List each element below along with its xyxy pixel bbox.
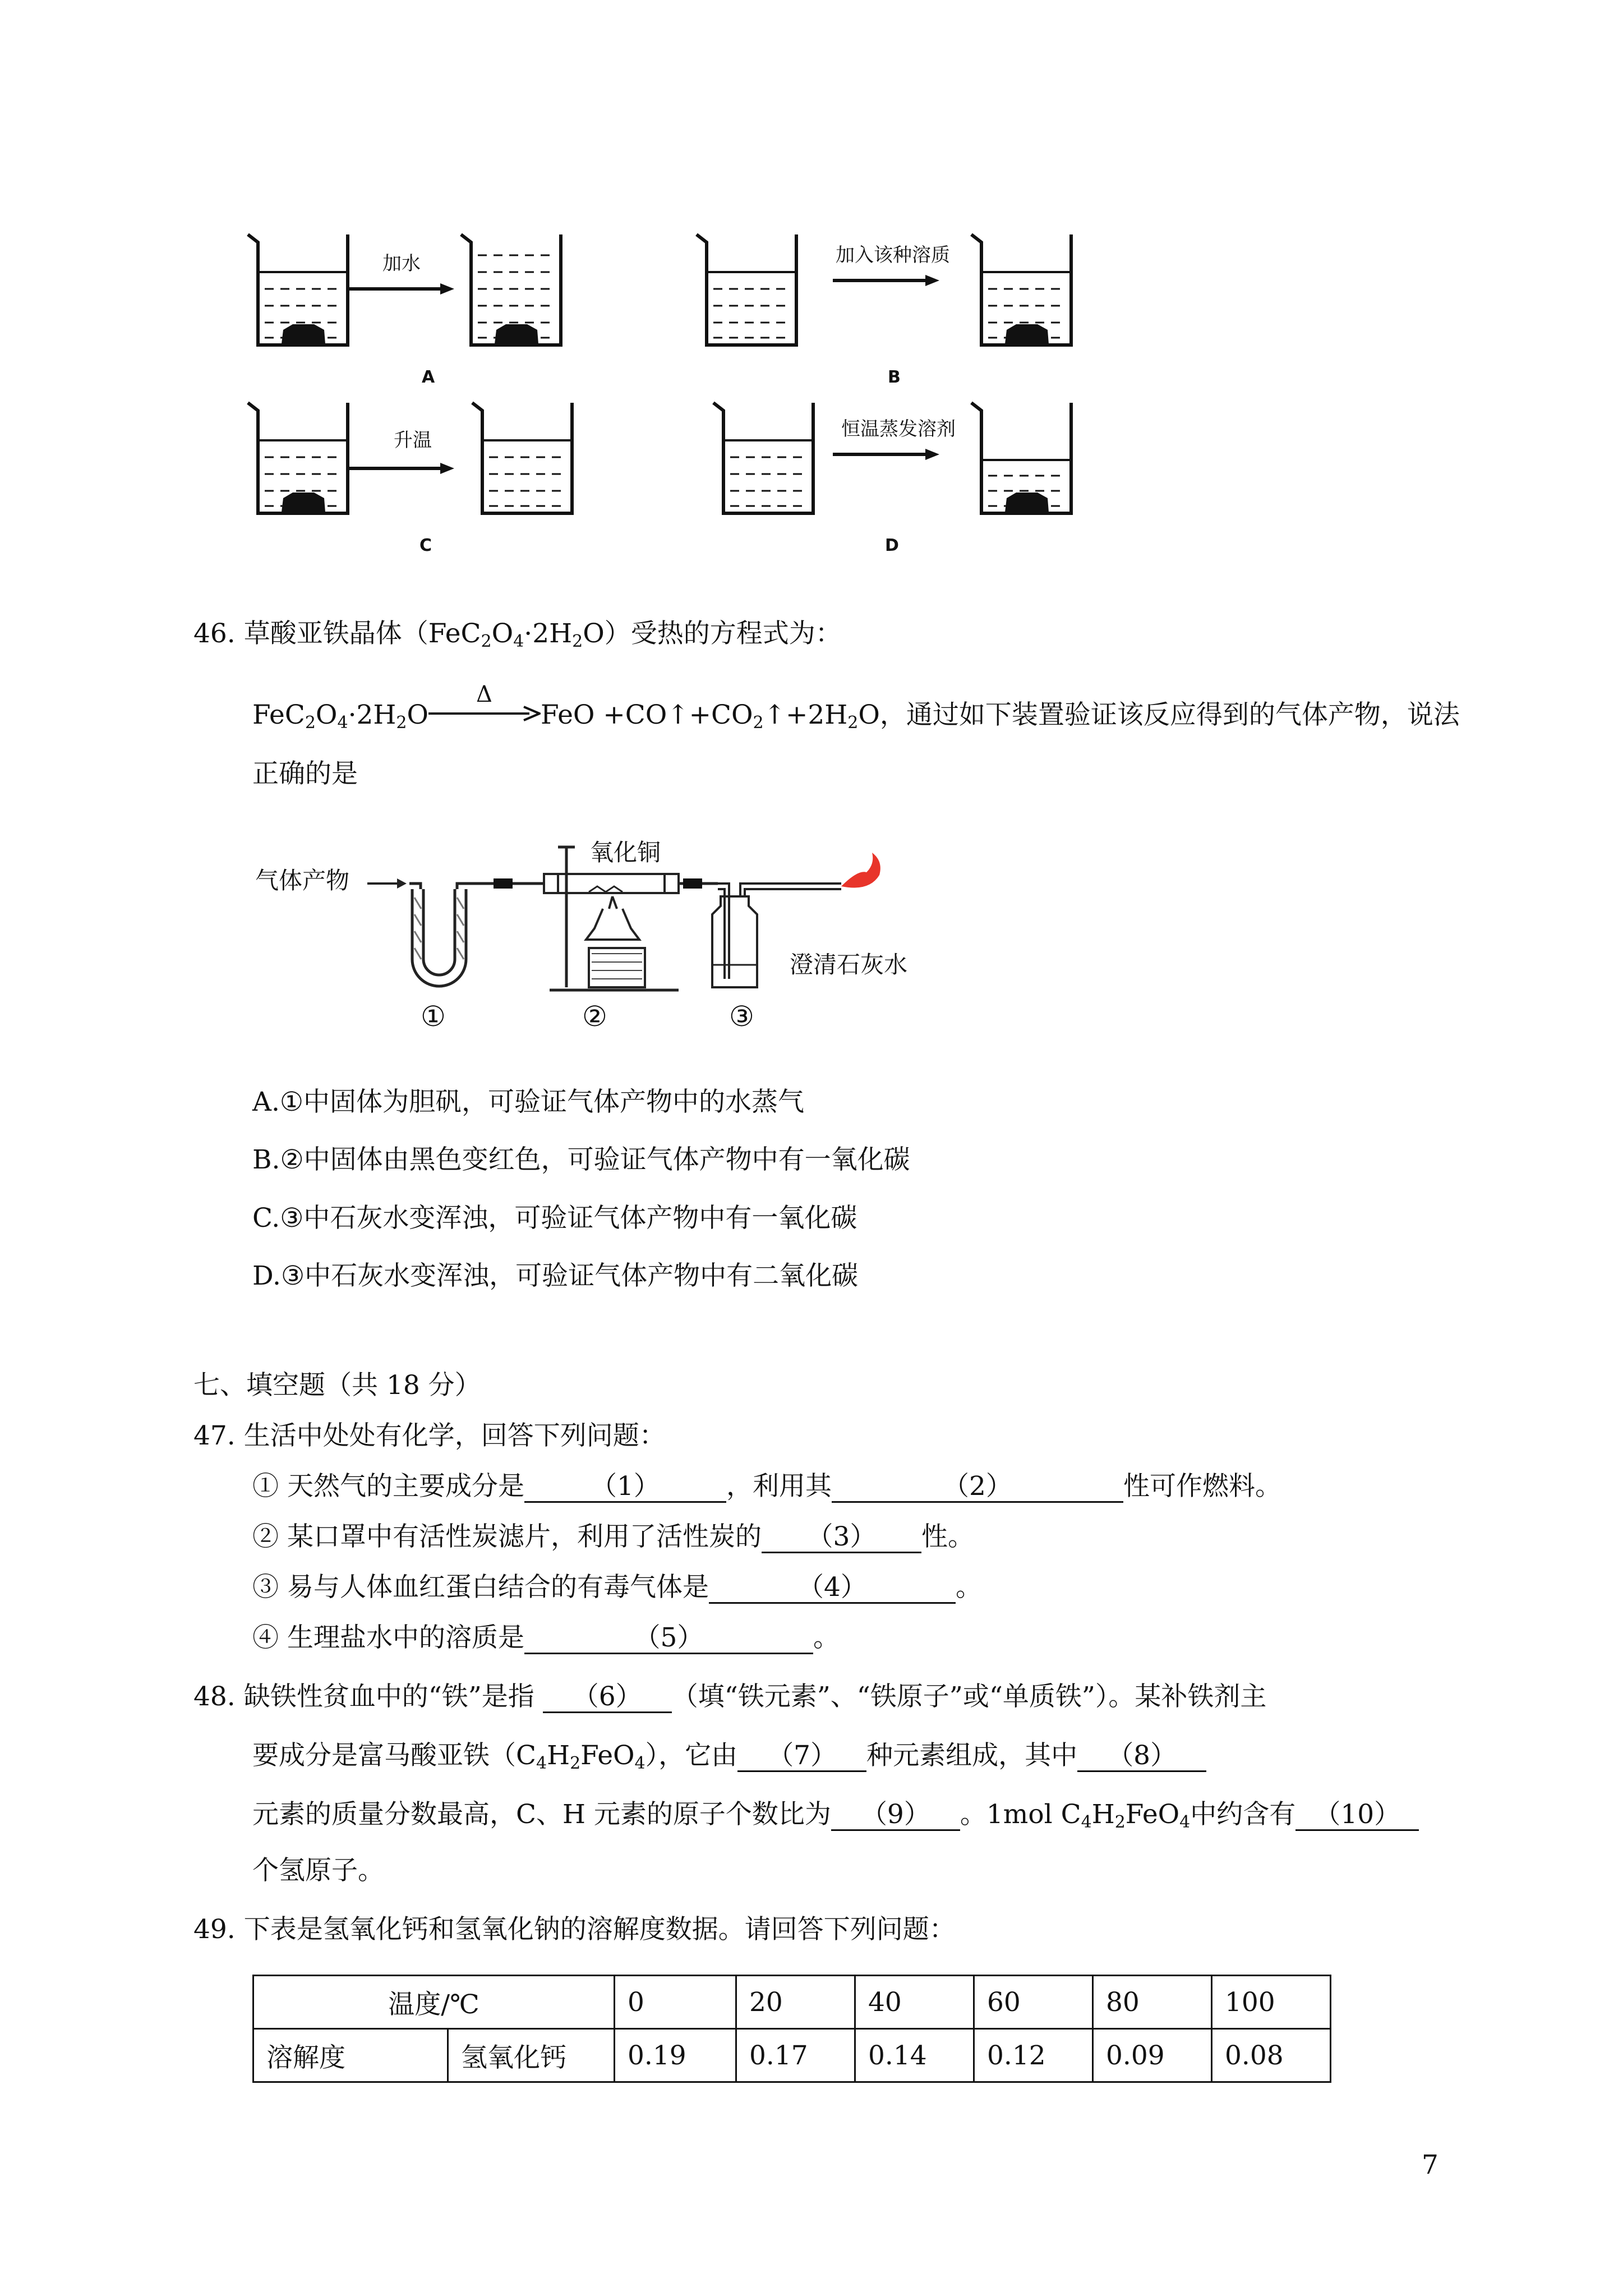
temp-header: 温度/℃ [253,1976,615,2029]
blank-4[interactable]: （4） [709,1573,956,1604]
q46-equation: $FeC_2O_4\cdot 2H_2O$ Δ FeO $+CO↑+CO_2↑+2H_2O$，通过如下装置验证该反应得到的气体产物，说法 [252,682,1460,733]
beaker-b-action: 加入该种溶质 [836,244,950,266]
temp-cell: 60 [974,1976,1093,2029]
q46-option-a: A.①中固体为胆矾，可验证气体产物中的水蒸气 [252,1087,805,1117]
value-cell: 0.12 [974,2029,1093,2082]
blank-3[interactable]: （3） [762,1522,921,1553]
combustion-tube [544,874,679,893]
q47-line1: ① 天然气的主要成分是 （1） ，利用其 （2） 性可作燃料。 [252,1471,1281,1502]
beaker-c-action: 升温 [394,429,432,452]
q46-option-c: C.③中石灰水变浑浊，可验证气体产物中有一氧化碳 [252,1203,857,1234]
alcohol-lamp [586,896,639,940]
table-row [253,1976,1331,2029]
temp-cell: 100 [1212,1976,1331,2029]
blank-8[interactable]: （8） [1077,1741,1206,1772]
beaker-b-label: B [888,367,901,387]
solubility-table [252,1975,1331,2083]
q46-stem-line3: 正确的是 [252,758,358,789]
device-1-label: ① [421,1000,446,1033]
q49-stem: 49. 下表是氢氧化钙和氢氧化钠的溶解度数据。请回答下列问题： [193,1914,956,1945]
temp-cell: 80 [1093,1976,1212,2029]
eq-arrow: Δ [428,706,541,728]
limewater-label: 澄清石灰水 [790,951,908,978]
section-7-title: 七、填空题（共 18 分） [193,1370,481,1401]
table-row [253,2029,1331,2082]
q46-stem: 46. 草酸亚铁晶体$(FeC_2O_4\cdot 2H_2O)$受热的方程式为： [193,618,842,651]
blank-10[interactable]: （10） [1295,1800,1419,1831]
copper-oxide-label: 氧化铜 [590,839,661,866]
q47-line2: ② 某口罩中有活性炭滤片，利用了活性炭的 （3） 性。 [252,1521,974,1552]
beaker-d-label: D [885,536,899,555]
value-cell: 0.17 [736,2029,855,2082]
q47-line4: ④ 生理盐水中的溶质是 （5） 。 [252,1622,840,1653]
q48-line1: 48. 缺铁性贫血中的“铁”是指 （6） （填“铁元素”、“铁原子”或“单质铁”）。某补铁剂主 [193,1681,1267,1712]
solubility-label: 溶解度 [253,2029,448,2082]
beaker-a-label: A [422,367,435,387]
value-cell: 0.14 [855,2029,974,2082]
value-cell: 0.19 [615,2029,736,2082]
flame [841,853,880,888]
beaker-diagrams [224,213,1099,561]
q48-line2: 要成分是富马酸亚铁$(C_4H_2FeO_4)$，它由 （7） 种元素组成，其中 （8） [252,1739,1206,1773]
value-cell: 0.09 [1093,2029,1212,2082]
page-number: 7 [1422,2150,1438,2180]
blank-1[interactable]: （1） [524,1472,726,1503]
device-2-label: ② [582,1000,607,1033]
beaker-c-label: C [419,536,432,555]
q48-line4: 个氢原子。 [252,1855,384,1886]
beaker-d-action: 恒温蒸发溶剂 [841,418,956,440]
q47-line3: ③ 易与人体血红蛋白结合的有毒气体是 （4） 。 [252,1572,982,1603]
blank-6[interactable]: （6） [543,1682,672,1713]
q46-option-d: D.③中石灰水变浑浊，可验证气体产物中有二氧化碳 [252,1260,859,1291]
blank-2[interactable]: （2） [832,1472,1123,1503]
q46-option-b: B.②中固体由黑色变红色，可验证气体产物中有一氧化碳 [252,1144,910,1175]
temp-cell: 40 [855,1976,974,2029]
blank-5[interactable]: （5） [524,1623,813,1654]
device-3-label: ③ [729,1000,754,1033]
temp-cell: 0 [615,1976,736,2029]
temp-cell: 20 [736,1976,855,2029]
q47-stem: 47. 生活中处处有化学，回答下列问题： [193,1420,666,1451]
blank-9[interactable]: （9） [831,1800,960,1831]
row-label: 氢氧化钙 [448,2029,615,2082]
blank-7[interactable]: （7） [737,1741,866,1772]
beaker-a-action: 加水 [382,252,421,275]
gas-product-label: 气体产物 [255,867,350,894]
q48-line3: 元素的质量分数最高，C、H 元素的原子个数比为 （9） 。1mol $C_4H_2FeO_4$中约含有 （10） [252,1798,1419,1832]
value-cell: 0.08 [1212,2029,1331,2082]
beaker-pair-c [248,403,572,513]
